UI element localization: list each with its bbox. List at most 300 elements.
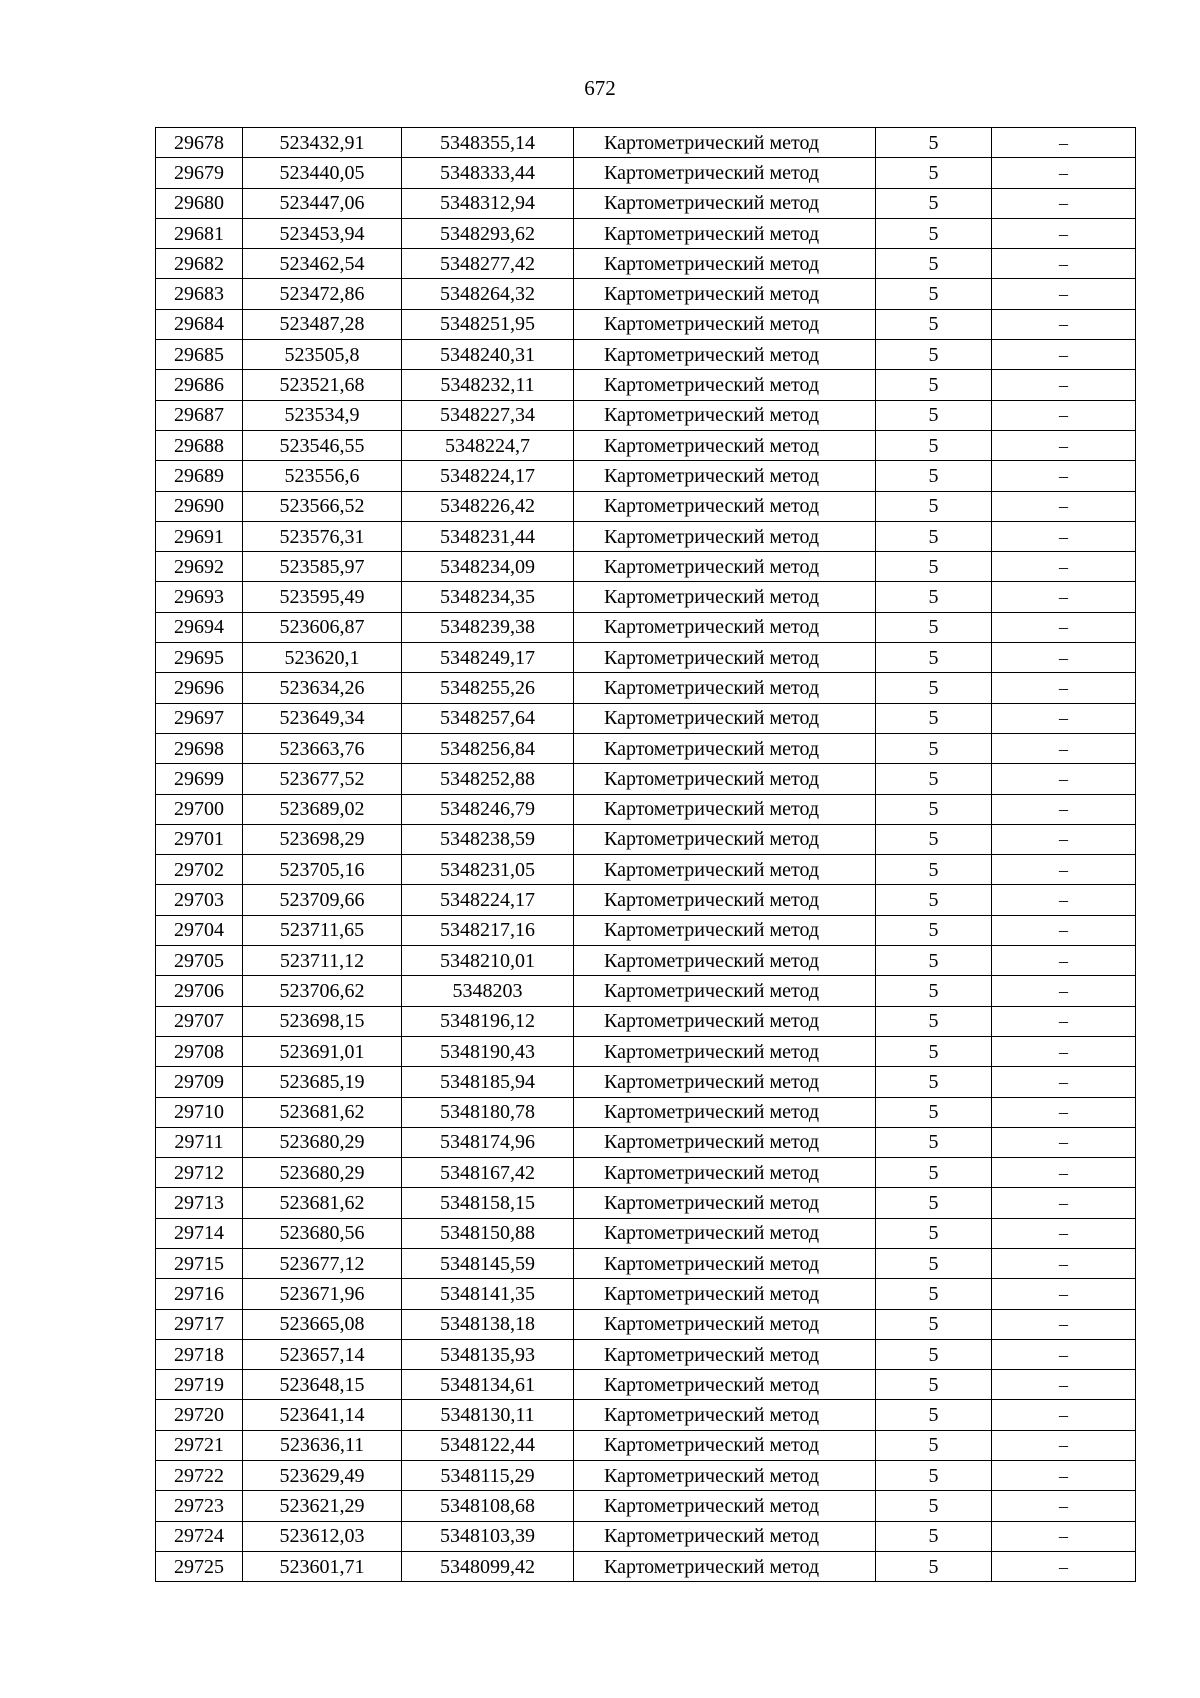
accuracy-cell: 5	[876, 1551, 992, 1581]
note-cell: –	[992, 158, 1136, 188]
accuracy-cell: 5	[876, 1279, 992, 1309]
note-cell: –	[992, 1491, 1136, 1521]
page-number: 672	[584, 76, 616, 100]
note-cell: –	[992, 885, 1136, 915]
note-cell: –	[992, 946, 1136, 976]
table-row	[156, 1067, 1136, 1097]
x-coordinate-cell: 523680,56	[243, 1218, 402, 1248]
note-cell: –	[992, 1279, 1136, 1309]
x-coordinate-cell: 523677,12	[243, 1248, 402, 1278]
table-row	[156, 1248, 1136, 1278]
point-number-cell: 29683	[156, 279, 243, 309]
note-cell: –	[992, 703, 1136, 733]
method-cell: Картометрический метод	[574, 1551, 876, 1581]
point-number-cell: 29700	[156, 794, 243, 824]
point-number-cell: 29719	[156, 1370, 243, 1400]
method-cell: Картометрический метод	[574, 1339, 876, 1369]
table-row	[156, 552, 1136, 582]
point-number-cell: 29708	[156, 1036, 243, 1066]
note-cell: –	[992, 188, 1136, 218]
accuracy-cell: 5	[876, 128, 992, 158]
x-coordinate-cell: 523685,19	[243, 1067, 402, 1097]
y-coordinate-cell: 5348167,42	[402, 1158, 574, 1188]
point-number-cell: 29709	[156, 1067, 243, 1097]
note-cell: –	[992, 1188, 1136, 1218]
accuracy-cell: 5	[876, 794, 992, 824]
x-coordinate-cell: 523601,71	[243, 1551, 402, 1581]
method-cell: Картометрический метод	[574, 1248, 876, 1278]
x-coordinate-cell: 523432,91	[243, 128, 402, 158]
x-coordinate-cell: 523648,15	[243, 1370, 402, 1400]
y-coordinate-cell: 5348246,79	[402, 794, 574, 824]
accuracy-cell: 5	[876, 1248, 992, 1278]
y-coordinate-cell: 5348190,43	[402, 1036, 574, 1066]
method-cell: Картометрический метод	[574, 764, 876, 794]
y-coordinate-cell: 5348293,62	[402, 218, 574, 248]
accuracy-cell: 5	[876, 1521, 992, 1551]
point-number-cell: 29682	[156, 249, 243, 279]
x-coordinate-cell: 523677,52	[243, 764, 402, 794]
y-coordinate-cell: 5348231,44	[402, 521, 574, 551]
accuracy-cell: 5	[876, 976, 992, 1006]
table-row	[156, 1400, 1136, 1430]
method-cell: Картометрический метод	[574, 582, 876, 612]
y-coordinate-cell: 5348150,88	[402, 1218, 574, 1248]
y-coordinate-cell: 5348234,35	[402, 582, 574, 612]
y-coordinate-cell: 5348141,35	[402, 1279, 574, 1309]
y-coordinate-cell: 5348138,18	[402, 1309, 574, 1339]
x-coordinate-cell: 523576,31	[243, 521, 402, 551]
method-cell: Картометрический метод	[574, 370, 876, 400]
table-row	[156, 158, 1136, 188]
method-cell: Картометрический метод	[574, 885, 876, 915]
table-row	[156, 400, 1136, 430]
point-number-cell: 29684	[156, 309, 243, 339]
method-cell: Картометрический метод	[574, 552, 876, 582]
y-coordinate-cell: 5348257,64	[402, 703, 574, 733]
coordinates-table-body	[156, 128, 1136, 1582]
table-row	[156, 1158, 1136, 1188]
y-coordinate-cell: 5348226,42	[402, 491, 574, 521]
x-coordinate-cell: 523706,62	[243, 976, 402, 1006]
table-row	[156, 1097, 1136, 1127]
method-cell: Картометрический метод	[574, 733, 876, 763]
note-cell: –	[992, 218, 1136, 248]
x-coordinate-cell: 523453,94	[243, 218, 402, 248]
method-cell: Картометрический метод	[574, 1370, 876, 1400]
note-cell: –	[992, 400, 1136, 430]
note-cell: –	[992, 643, 1136, 673]
point-number-cell: 29681	[156, 218, 243, 248]
y-coordinate-cell: 5348277,42	[402, 249, 574, 279]
accuracy-cell: 5	[876, 885, 992, 915]
method-cell: Картометрический метод	[574, 1491, 876, 1521]
method-cell: Картометрический метод	[574, 521, 876, 551]
note-cell: –	[992, 1248, 1136, 1278]
point-number-cell: 29695	[156, 643, 243, 673]
note-cell: –	[992, 1097, 1136, 1127]
accuracy-cell: 5	[876, 582, 992, 612]
point-number-cell: 29705	[156, 946, 243, 976]
table-row	[156, 309, 1136, 339]
point-number-cell: 29686	[156, 370, 243, 400]
note-cell: –	[992, 976, 1136, 1006]
y-coordinate-cell: 5348158,15	[402, 1188, 574, 1218]
x-coordinate-cell: 523709,66	[243, 885, 402, 915]
x-coordinate-cell: 523663,76	[243, 733, 402, 763]
note-cell: –	[992, 855, 1136, 885]
accuracy-cell: 5	[876, 1036, 992, 1066]
accuracy-cell: 5	[876, 1461, 992, 1491]
point-number-cell: 29716	[156, 1279, 243, 1309]
method-cell: Картометрический метод	[574, 400, 876, 430]
note-cell: –	[992, 1521, 1136, 1551]
method-cell: Картометрический метод	[574, 946, 876, 976]
y-coordinate-cell: 5348312,94	[402, 188, 574, 218]
method-cell: Картометрический метод	[574, 430, 876, 460]
accuracy-cell: 5	[876, 430, 992, 460]
method-cell: Картометрический метод	[574, 855, 876, 885]
table-row	[156, 188, 1136, 218]
accuracy-cell: 5	[876, 673, 992, 703]
x-coordinate-cell: 523681,62	[243, 1188, 402, 1218]
x-coordinate-cell: 523689,02	[243, 794, 402, 824]
point-number-cell: 29706	[156, 976, 243, 1006]
method-cell: Картометрический метод	[574, 824, 876, 854]
note-cell: –	[992, 915, 1136, 945]
point-number-cell: 29720	[156, 1400, 243, 1430]
y-coordinate-cell: 5348203	[402, 976, 574, 1006]
note-cell: –	[992, 612, 1136, 642]
point-number-cell: 29689	[156, 461, 243, 491]
accuracy-cell: 5	[876, 249, 992, 279]
accuracy-cell: 5	[876, 1491, 992, 1521]
accuracy-cell: 5	[876, 158, 992, 188]
y-coordinate-cell: 5348180,78	[402, 1097, 574, 1127]
x-coordinate-cell: 523566,52	[243, 491, 402, 521]
x-coordinate-cell: 523691,01	[243, 1036, 402, 1066]
accuracy-cell: 5	[876, 1400, 992, 1430]
point-number-cell: 29721	[156, 1430, 243, 1460]
y-coordinate-cell: 5348249,17	[402, 643, 574, 673]
method-cell: Картометрический метод	[574, 1158, 876, 1188]
table-row	[156, 643, 1136, 673]
table-row	[156, 491, 1136, 521]
table-row	[156, 794, 1136, 824]
note-cell: –	[992, 370, 1136, 400]
accuracy-cell: 5	[876, 491, 992, 521]
x-coordinate-cell: 523641,14	[243, 1400, 402, 1430]
method-cell: Картометрический метод	[574, 673, 876, 703]
accuracy-cell: 5	[876, 733, 992, 763]
x-coordinate-cell: 523705,16	[243, 855, 402, 885]
method-cell: Картометрический метод	[574, 794, 876, 824]
method-cell: Картометрический метод	[574, 340, 876, 370]
y-coordinate-cell: 5348135,93	[402, 1339, 574, 1369]
x-coordinate-cell: 523440,05	[243, 158, 402, 188]
accuracy-cell: 5	[876, 1158, 992, 1188]
accuracy-cell: 5	[876, 552, 992, 582]
y-coordinate-cell: 5348134,61	[402, 1370, 574, 1400]
accuracy-cell: 5	[876, 612, 992, 642]
point-number-cell: 29703	[156, 885, 243, 915]
point-number-cell: 29714	[156, 1218, 243, 1248]
x-coordinate-cell: 523505,8	[243, 340, 402, 370]
accuracy-cell: 5	[876, 1218, 992, 1248]
point-number-cell: 29707	[156, 1006, 243, 1036]
accuracy-cell: 5	[876, 1370, 992, 1400]
accuracy-cell: 5	[876, 946, 992, 976]
accuracy-cell: 5	[876, 218, 992, 248]
x-coordinate-cell: 523636,11	[243, 1430, 402, 1460]
point-number-cell: 29693	[156, 582, 243, 612]
x-coordinate-cell: 523487,28	[243, 309, 402, 339]
note-cell: –	[992, 1551, 1136, 1581]
y-coordinate-cell: 5348103,39	[402, 1521, 574, 1551]
table-row	[156, 1279, 1136, 1309]
table-row	[156, 521, 1136, 551]
method-cell: Картометрический метод	[574, 158, 876, 188]
x-coordinate-cell: 523612,03	[243, 1521, 402, 1551]
table-row	[156, 703, 1136, 733]
point-number-cell: 29678	[156, 128, 243, 158]
y-coordinate-cell: 5348145,59	[402, 1248, 574, 1278]
table-row	[156, 370, 1136, 400]
accuracy-cell: 5	[876, 703, 992, 733]
x-coordinate-cell: 523680,29	[243, 1127, 402, 1157]
y-coordinate-cell: 5348264,32	[402, 279, 574, 309]
point-number-cell: 29680	[156, 188, 243, 218]
table-row	[156, 1006, 1136, 1036]
method-cell: Картометрический метод	[574, 1521, 876, 1551]
note-cell: –	[992, 733, 1136, 763]
table-row	[156, 461, 1136, 491]
point-number-cell: 29698	[156, 733, 243, 763]
table-row	[156, 340, 1136, 370]
note-cell: –	[992, 340, 1136, 370]
x-coordinate-cell: 523534,9	[243, 400, 402, 430]
note-cell: –	[992, 673, 1136, 703]
point-number-cell: 29723	[156, 1491, 243, 1521]
note-cell: –	[992, 1370, 1136, 1400]
point-number-cell: 29711	[156, 1127, 243, 1157]
table-row	[156, 1491, 1136, 1521]
table-row	[156, 1309, 1136, 1339]
y-coordinate-cell: 5348252,88	[402, 764, 574, 794]
method-cell: Картометрический метод	[574, 249, 876, 279]
table-row	[156, 915, 1136, 945]
x-coordinate-cell: 523698,29	[243, 824, 402, 854]
y-coordinate-cell: 5348185,94	[402, 1067, 574, 1097]
method-cell: Картометрический метод	[574, 1400, 876, 1430]
point-number-cell: 29697	[156, 703, 243, 733]
point-number-cell: 29722	[156, 1461, 243, 1491]
accuracy-cell: 5	[876, 340, 992, 370]
note-cell: –	[992, 461, 1136, 491]
coordinates-table	[155, 127, 1136, 1582]
point-number-cell: 29710	[156, 1097, 243, 1127]
x-coordinate-cell: 523665,08	[243, 1309, 402, 1339]
method-cell: Картометрический метод	[574, 1430, 876, 1460]
point-number-cell: 29690	[156, 491, 243, 521]
note-cell: –	[992, 552, 1136, 582]
accuracy-cell: 5	[876, 643, 992, 673]
accuracy-cell: 5	[876, 1097, 992, 1127]
accuracy-cell: 5	[876, 400, 992, 430]
table-row	[156, 582, 1136, 612]
table-row	[156, 764, 1136, 794]
y-coordinate-cell: 5348122,44	[402, 1430, 574, 1460]
x-coordinate-cell: 523606,87	[243, 612, 402, 642]
point-number-cell: 29715	[156, 1248, 243, 1278]
method-cell: Картометрический метод	[574, 1127, 876, 1157]
y-coordinate-cell: 5348256,84	[402, 733, 574, 763]
accuracy-cell: 5	[876, 1006, 992, 1036]
y-coordinate-cell: 5348333,44	[402, 158, 574, 188]
accuracy-cell: 5	[876, 1339, 992, 1369]
note-cell: –	[992, 824, 1136, 854]
accuracy-cell: 5	[876, 1188, 992, 1218]
note-cell: –	[992, 764, 1136, 794]
x-coordinate-cell: 523629,49	[243, 1461, 402, 1491]
method-cell: Картометрический метод	[574, 1309, 876, 1339]
x-coordinate-cell: 523671,96	[243, 1279, 402, 1309]
table-row	[156, 1127, 1136, 1157]
method-cell: Картометрический метод	[574, 1218, 876, 1248]
method-cell: Картометрический метод	[574, 279, 876, 309]
table-row	[156, 279, 1136, 309]
x-coordinate-cell: 523462,54	[243, 249, 402, 279]
y-coordinate-cell: 5348231,05	[402, 855, 574, 885]
y-coordinate-cell: 5348251,95	[402, 309, 574, 339]
note-cell: –	[992, 1006, 1136, 1036]
point-number-cell: 29679	[156, 158, 243, 188]
note-cell: –	[992, 521, 1136, 551]
table-row	[156, 733, 1136, 763]
note-cell: –	[992, 430, 1136, 460]
y-coordinate-cell: 5348239,38	[402, 612, 574, 642]
point-number-cell: 29701	[156, 824, 243, 854]
method-cell: Картометрический метод	[574, 1188, 876, 1218]
method-cell: Картометрический метод	[574, 1461, 876, 1491]
note-cell: –	[992, 128, 1136, 158]
x-coordinate-cell: 523698,15	[243, 1006, 402, 1036]
table-row	[156, 1339, 1136, 1369]
point-number-cell: 29699	[156, 764, 243, 794]
table-row	[156, 885, 1136, 915]
y-coordinate-cell: 5348196,12	[402, 1006, 574, 1036]
method-cell: Картометрический метод	[574, 1006, 876, 1036]
method-cell: Картометрический метод	[574, 915, 876, 945]
accuracy-cell: 5	[876, 279, 992, 309]
note-cell: –	[992, 1461, 1136, 1491]
method-cell: Картометрический метод	[574, 491, 876, 521]
method-cell: Картометрический метод	[574, 461, 876, 491]
note-cell: –	[992, 1127, 1136, 1157]
point-number-cell: 29712	[156, 1158, 243, 1188]
note-cell: –	[992, 1218, 1136, 1248]
y-coordinate-cell: 5348210,01	[402, 946, 574, 976]
method-cell: Картометрический метод	[574, 218, 876, 248]
point-number-cell: 29718	[156, 1339, 243, 1369]
y-coordinate-cell: 5348255,26	[402, 673, 574, 703]
accuracy-cell: 5	[876, 1430, 992, 1460]
point-number-cell: 29704	[156, 915, 243, 945]
point-number-cell: 29717	[156, 1309, 243, 1339]
y-coordinate-cell: 5348355,14	[402, 128, 574, 158]
table-row	[156, 1036, 1136, 1066]
note-cell: –	[992, 1339, 1136, 1369]
note-cell: –	[992, 1400, 1136, 1430]
x-coordinate-cell: 523621,29	[243, 1491, 402, 1521]
accuracy-cell: 5	[876, 1127, 992, 1157]
x-coordinate-cell: 523681,62	[243, 1097, 402, 1127]
point-number-cell: 29692	[156, 552, 243, 582]
y-coordinate-cell: 5348238,59	[402, 824, 574, 854]
x-coordinate-cell: 523546,55	[243, 430, 402, 460]
table-row	[156, 218, 1136, 248]
method-cell: Картометрический метод	[574, 976, 876, 1006]
accuracy-cell: 5	[876, 1067, 992, 1097]
method-cell: Картометрический метод	[574, 612, 876, 642]
x-coordinate-cell: 523620,1	[243, 643, 402, 673]
table-row	[156, 976, 1136, 1006]
point-number-cell: 29688	[156, 430, 243, 460]
y-coordinate-cell: 5348174,96	[402, 1127, 574, 1157]
table-row	[156, 673, 1136, 703]
x-coordinate-cell: 523521,68	[243, 370, 402, 400]
point-number-cell: 29713	[156, 1188, 243, 1218]
y-coordinate-cell: 5348240,31	[402, 340, 574, 370]
note-cell: –	[992, 279, 1136, 309]
note-cell: –	[992, 794, 1136, 824]
accuracy-cell: 5	[876, 915, 992, 945]
method-cell: Картометрический метод	[574, 128, 876, 158]
table-row	[156, 855, 1136, 885]
method-cell: Картометрический метод	[574, 309, 876, 339]
note-cell: –	[992, 1036, 1136, 1066]
y-coordinate-cell: 5348224,17	[402, 885, 574, 915]
point-number-cell: 29702	[156, 855, 243, 885]
y-coordinate-cell: 5348227,34	[402, 400, 574, 430]
note-cell: –	[992, 1067, 1136, 1097]
table-row	[156, 1218, 1136, 1248]
table-row	[156, 1188, 1136, 1218]
accuracy-cell: 5	[876, 824, 992, 854]
table-row	[156, 1461, 1136, 1491]
point-number-cell: 29694	[156, 612, 243, 642]
accuracy-cell: 5	[876, 521, 992, 551]
y-coordinate-cell: 5348130,11	[402, 1400, 574, 1430]
y-coordinate-cell: 5348115,29	[402, 1461, 574, 1491]
y-coordinate-cell: 5348224,17	[402, 461, 574, 491]
note-cell: –	[992, 309, 1136, 339]
note-cell: –	[992, 1309, 1136, 1339]
table-row	[156, 249, 1136, 279]
table-row	[156, 824, 1136, 854]
method-cell: Картометрический метод	[574, 1036, 876, 1066]
x-coordinate-cell: 523595,49	[243, 582, 402, 612]
x-coordinate-cell: 523556,6	[243, 461, 402, 491]
point-number-cell: 29685	[156, 340, 243, 370]
point-number-cell: 29725	[156, 1551, 243, 1581]
table-row	[156, 430, 1136, 460]
method-cell: Картометрический метод	[574, 1097, 876, 1127]
table-row	[156, 612, 1136, 642]
point-number-cell: 29687	[156, 400, 243, 430]
x-coordinate-cell: 523649,34	[243, 703, 402, 733]
x-coordinate-cell: 523711,65	[243, 915, 402, 945]
